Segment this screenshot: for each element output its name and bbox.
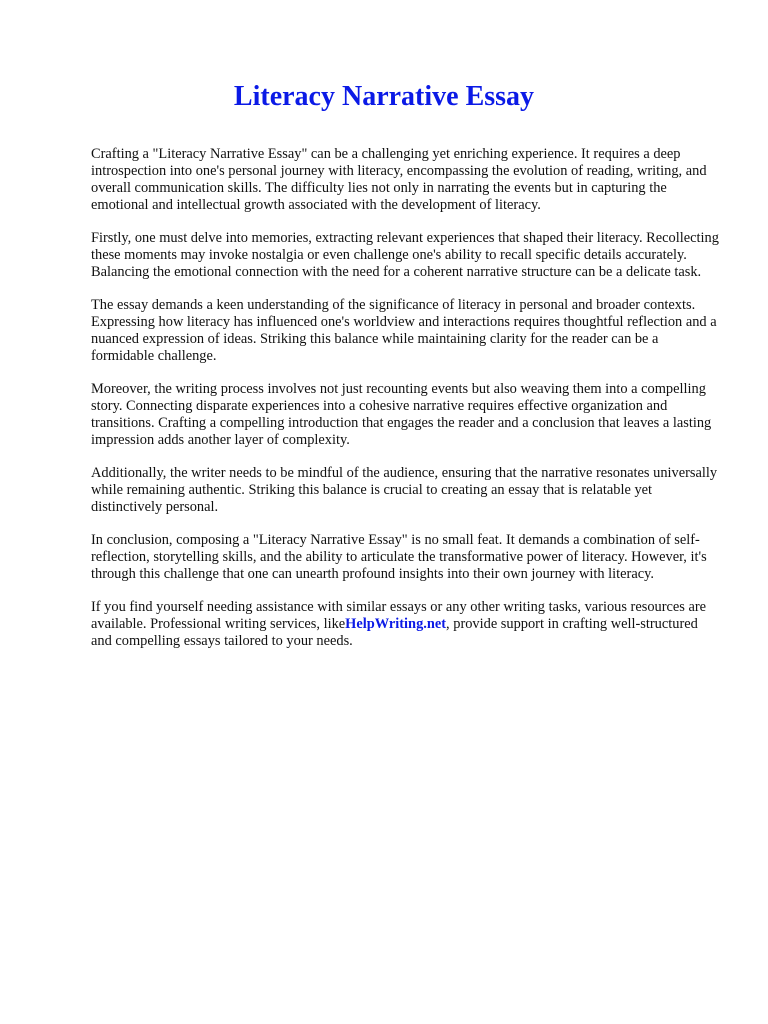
closing-paragraph [91,599,721,650]
paragraph-1: Crafting a "Literacy Narrative Essay" can be a challenging yet enriching experience. It requires a deep introspection into one's personal journey with literacy, encompassing the evolution of reading, writing, and overall communication skills. The difficulty lies not only in narrating the events but in capturing the emotional and intellectual growth associated with the development of literacy. [91,146,707,213]
paragraph-4: Moreover, the writing process involves not just recounting events but also weaving them into a compelling story. Connecting disparate experiences into a cohesive narrative requires effective organization and transitions. Crafting a compelling introduction that engages the reader and a conclusion that leaves a lasting impression adds another layer of complexity. [91,381,712,448]
document-body [91,146,721,666]
closing-text-after-link: , provide support in crafting well-structured and compelling essays tailored to your needs. [91,616,698,649]
paragraph-3: The essay demands a keen understanding of the significance of literacy in personal and broader contexts. Expressing how literacy has influenced one's worldview and interactions requires thoughtful reflection and a nuanced expression of ideas. Striking this balance while maintaining clarity for the reader can be a formidable challenge. [91,297,717,364]
paragraph-2: Firstly, one must delve into memories, extracting relevant experiences that shaped their literacy. Recollecting these moments may invoke nostalgia or even challenge one's ability to recall specific details accurately. Balancing the emotional connection with the need for a coherent narrative structure can be a delicate task. [91,230,719,280]
closing-text-before-link: If you find yourself needing assistance with similar essays or any other writing tasks, various resources are available. Professional writing services, like [91,599,707,632]
helpwriting-link[interactable]: HelpWriting.net [345,616,447,632]
paragraph-5: Additionally, the writer needs to be mindful of the audience, ensuring that the narrative resonates universally while remaining authentic. Striking this balance is crucial to creating an essay that is relatable yet distinctively personal. [91,465,718,515]
document-title: Literacy Narrative Essay [233,81,535,112]
paragraph-6: In conclusion, composing a "Literacy Narrative Essay" is no small feat. It demands a combination of self-reflection, storytelling skills, and the ability to articulate the transformative power of literacy. However, it's through this challenge that one can unearth profound insights into their own journey with literacy. [91,532,707,582]
